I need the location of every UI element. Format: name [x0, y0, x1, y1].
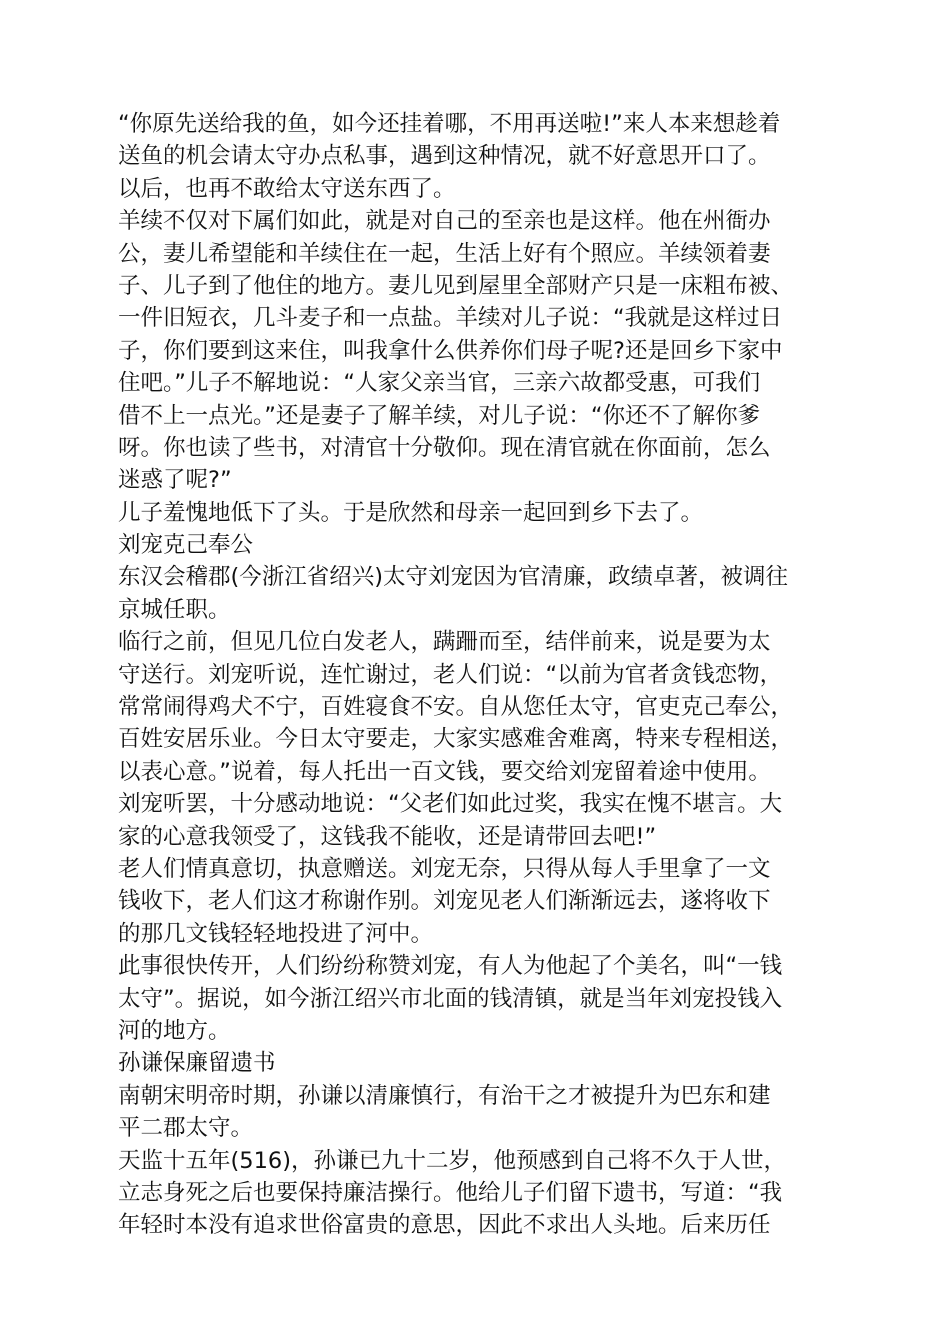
text-line: 临行之前，但见几位白发老人，蹒跚而至，结伴前来，说是要为太: [118, 629, 771, 656]
text-line: 迷惑了呢?”: [118, 467, 232, 494]
body-text: [118, 108, 838, 1242]
text-line: 京城任职。: [118, 596, 231, 623]
text-line: 住吧。”儿子不解地说：“人家父亲当官，三亲六故都受惠，可我们: [118, 370, 761, 397]
text-line: 东汉会稽郡(今浙江省绍兴)太守刘宠因为官清廉，政绩卓著，被调往: [118, 564, 789, 591]
text-line: 立志身死之后也要保持廉洁操行。他给儿子们留下遗书，写道：“我: [118, 1179, 783, 1206]
text-line: 子，你们要到这来住，叫我拿什么供养你们母子呢?还是回乡下家中: [118, 337, 783, 364]
text-line: 河的地方。: [118, 1017, 231, 1044]
text-line: 子、儿子到了他住的地方。妻儿见到屋里全部财产只是一床粗布被、: [118, 272, 794, 299]
section-heading-liu-chong: 刘宠克己奉公: [118, 532, 254, 559]
text-line: 以表心意。”说着，每人托出一百文钱，要交给刘宠留着途中使用。: [118, 758, 771, 785]
text-line: 以后，也再不敢给太守送东西了。: [118, 175, 456, 202]
text-line: 钱收下，老人们这才称谢作别。刘宠见老人们渐渐远去，遂将收下: [118, 888, 771, 915]
text-line: 百姓安居乐业。今日太守要走，大家实感难舍难离，特来专程相送，: [118, 726, 794, 753]
text-line: “你原先送给我的鱼，如今还挂着哪，不用再送啦!”来人本来想趁着: [118, 111, 781, 137]
text-line: 天监十五年(516)，孙谦已九十二岁，他预感到自己将不久于人世，: [118, 1147, 787, 1174]
text-line: 常常闹得鸡犬不宁，百姓寝食不安。自从您任太守，官吏克己奉公，: [118, 694, 794, 721]
text-line: 家的心意我领受了，这钱我不能收，还是请带回去吧!”: [118, 823, 657, 850]
text-line: 送鱼的机会请太守办点私事，遇到这种情况，就不好意思开口了。: [118, 143, 771, 170]
text-line: 借不上一点光。”还是妻子了解羊续，对儿子说：“你还不了解你爹: [118, 402, 761, 429]
text-line: 儿子羞愧地低下了头。于是欣然和母亲一起回到乡下去了。: [118, 499, 704, 526]
text-line: 呀。你也读了些书，对清官十分敬仰。现在清官就在你面前，怎么: [118, 434, 771, 461]
text-line: 公，妻儿希望能和羊续住在一起，生活上好有个照应。羊续领着妻: [118, 240, 771, 267]
text-line: 守送行。刘宠听说，连忙谢过，老人们说：“以前为官者贪钱恋物，: [118, 661, 783, 688]
text-line: 一件旧短衣，几斗麦子和一点盐。羊续对儿子说：“我就是这样过日: [118, 305, 783, 332]
text-line: 太守”。据说，如今浙江绍兴市北面的钱清镇，就是当年刘宠投钱入: [118, 985, 783, 1012]
text-line: 刘宠听罢，十分感动地说：“父老们如此过奖，我实在愧不堪言。大: [118, 791, 783, 818]
text-line: 年轻时本没有追求世俗富贵的意思，因此不求出人头地。后来历任: [118, 1212, 771, 1239]
section-heading-sun-qian: 孙谦保廉留遗书: [118, 1050, 276, 1077]
text-line: 南朝宋明帝时期，孙谦以清廉慎行，有治干之才被提升为巴东和建: [118, 1082, 771, 1109]
text-line: 此事很快传开，人们纷纷称赞刘宠，有人为他起了个美名，叫“一钱: [118, 953, 783, 980]
text-line: 老人们情真意切，执意赠送。刘宠无奈，只得从每人手里拿了一文: [118, 855, 771, 882]
text-line: 的那几文钱轻轻地投进了河中。: [118, 920, 434, 947]
text-line: 羊续不仅对下属们如此，就是对自己的至亲也是这样。他在州衙办: [118, 208, 771, 235]
text-line: 平二郡太守。: [118, 1115, 254, 1142]
